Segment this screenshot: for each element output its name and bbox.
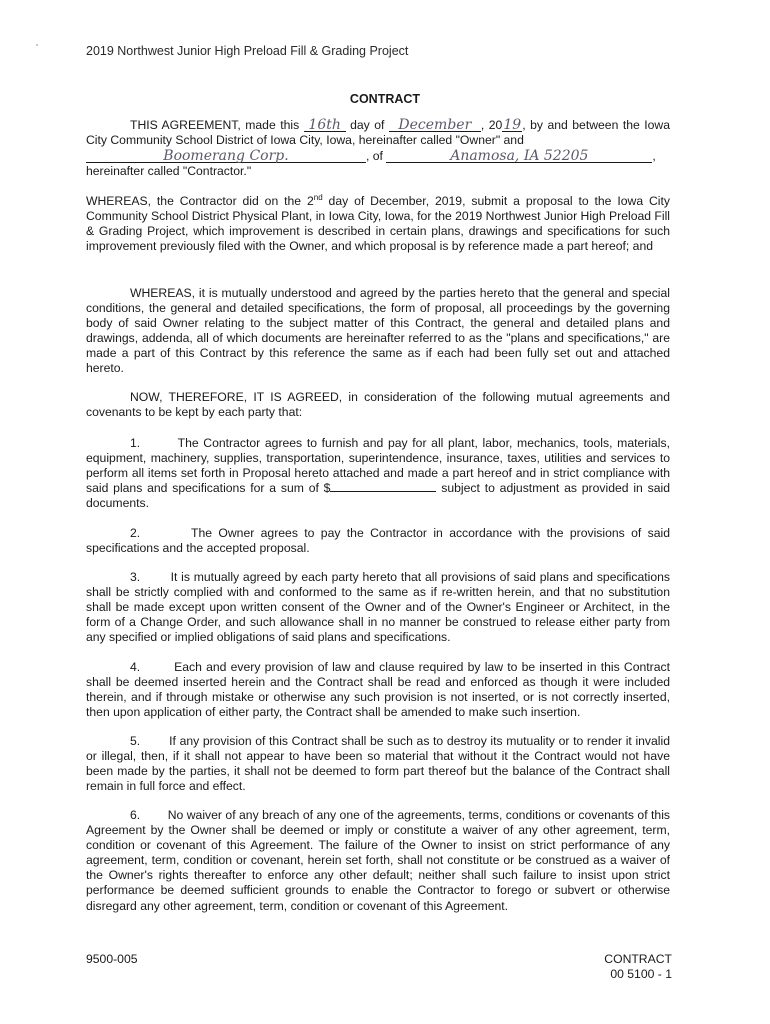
- agreement-paragraph: [86, 118, 670, 179]
- handwritten-year: 19: [503, 117, 522, 133]
- clause-5: 5. If any provision of this Contract shall be such as to destroy its mutuality or to render it invalid or illegal, then, if it shall not appear to have been so material that without it the Contract would not have been made by the parties, it shall not be deemed to form part thereof but the balance of the Contract shall remain in full force and effect.: [86, 734, 670, 794]
- document-number: 9500-005: [86, 952, 138, 966]
- clause-6: 6. No waiver of any breach of any one of the agreements, terms, conditions or covenants of this Agreement by the Owner shall be deemed or imply or constitute a waiver of any other agreement, term, condition or covenant of this Agreement. The failure of the Owner to insist on strict performance of any agreement, term, condition or covenant, herein set forth, shall not constitute or be construed as a waiver of the Owner's rights thereafter to enforce any other default; neither shall such failure to insist upon strict performance be deemed sufficient grounds to enable the Contractor to forego or subvert or otherwise disregard any other agreement, term, condition or covenant of this Agreement.: [86, 808, 670, 913]
- footer-section: [560, 952, 672, 982]
- clause-2: 2. The Owner agrees to pay the Contractor in accordance with the provisions of said specifications and the accepted proposal.: [86, 526, 670, 556]
- handwritten-location: Anamosa, IA 52205: [386, 150, 652, 163]
- now-therefore-paragraph: NOW, THEREFORE, IT IS AGREED, in consideration of the following mutual agreements and covenants to be kept by each party that:: [86, 390, 670, 420]
- scan-speck: [36, 44, 38, 46]
- clause-3: 3. It is mutually agreed by each party hereto that all provisions of said plans and specifications shall be strictly complied with and conformed to the same as if re-written herein, and that no substitution shall be made except upon written consent of the Owner and of the Owner's Engineer or Architect, in the form of a Change Order, and such allowance shall in no manner be construed to release either party from any specified or implied obligations of said plans and specifications.: [86, 570, 670, 645]
- document-title: CONTRACT: [349, 92, 421, 106]
- whereas-paragraph-1: WHEREAS, the Contractor did on the 2nd day of December, 2019, submit a proposal to the Iowa City Community School District Physical Plant, in Iowa City, Iowa, for the 2019 Northwest Junior High Preload Fill & Grading Project, which improvement is described in certain plans, drawings and specifications for such improvement previously filed with the Owner, and which proposal is by reference made a part hereof; and: [86, 192, 670, 254]
- handwritten-contractor: Boomerang Corp.: [86, 150, 366, 163]
- clause-4: 4. Each and every provision of law and clause required by law to be inserted in this Contract shall be deemed inserted herein and the Contract shall be read and enforced as though it were included therein, and if through mistake or otherwise any such provision is not inserted, or is not correctly inserted, then upon application of either party, the Contract shall be amended to make such insertion.: [86, 660, 670, 720]
- whereas-paragraph-2: WHEREAS, it is mutually understood and agreed by the parties hereto that the general and special conditions, the general and detailed specifications, the form of proposal, all proceedings by the governing body of said Owner relating to the subject matter of this Contract, the general and detailed plans and drawings, addenda, all of which documents are hereinafter referred to as the "plans and specifications," are made a part of this Contract by this reference the same as if each had been fully set out and attached hereto.: [86, 286, 670, 376]
- agreement-line-1: THIS AGREEMENT, made this 16th day of December , 2019, by and between the Iowa City Community School District of Iowa City, Iowa, hereinafter called "Owner" and: [86, 117, 670, 148]
- clause-1: 1. The Contractor agrees to furnish and pay for all plant, labor, mechanics, tools, materials, equipment, machinery, supplies, transportation, superintendence, insurance, taxes, utilities and services to perform all items set forth in Proposal hereto attached and made a part hereof and in strict compliance with said plans and specifications for a sum of $ subject to adjustment as provided in said documents.: [86, 436, 670, 511]
- handwritten-month: December: [389, 119, 481, 132]
- page-number: 00 5100 - 1: [610, 967, 672, 981]
- agreement-line-4: hereinafter called "Contractor.": [86, 164, 252, 179]
- project-header: 2019 Northwest Junior High Preload Fill & Grading Project: [86, 44, 409, 58]
- agreement-line-3: Boomerang Corp. , of Anamosa, IA 52205 ,: [86, 149, 670, 164]
- handwritten-day: 16th: [304, 119, 346, 132]
- footer-label: CONTRACT: [604, 952, 672, 966]
- contract-sum-blank: [330, 481, 436, 492]
